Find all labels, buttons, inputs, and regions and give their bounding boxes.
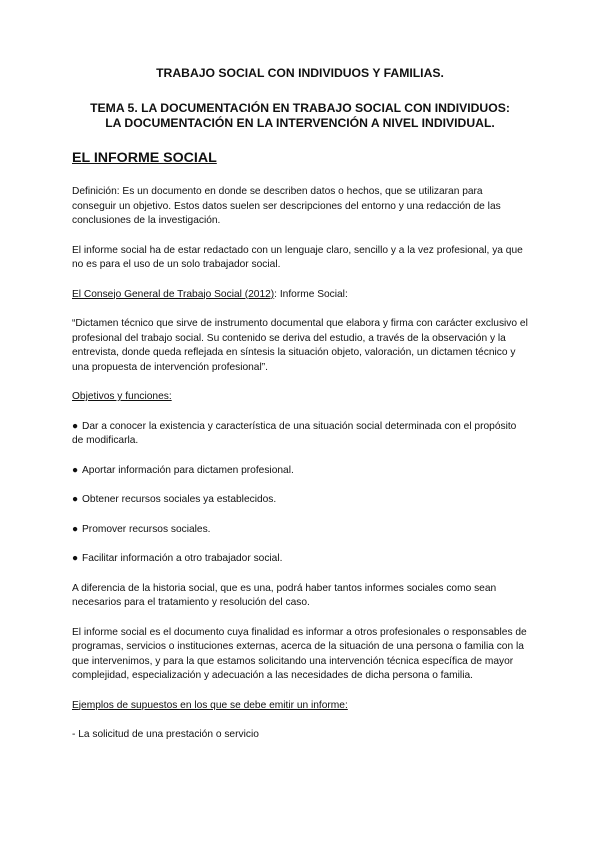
- objetivo-item: [72, 464, 528, 479]
- objetivo-item: [72, 420, 528, 449]
- consejo-suffix: : Informe Social:: [274, 288, 348, 300]
- objetivo-item: [72, 552, 528, 567]
- definicion-paragraph: Definición: Es un documento en donde se describen datos o hechos, que se utilizaran para conseguir un objetivo. Estos datos suelen ser descripciones del entorno y una redacción de las conclusiones de la investigación.: [72, 186, 501, 226]
- tema-title-line-1: TEMA 5. LA DOCUMENTACIÓN EN TRABAJO SOCIAL CON INDIVIDUOS:: [90, 101, 510, 115]
- tema-title: [72, 101, 528, 131]
- redaccion-paragraph: El informe social ha de estar redactado con un lenguaje claro, sencillo y a la vez profesional, ya que no es para el uso de un solo trabajador social.: [72, 244, 523, 270]
- consejo-line: [72, 288, 528, 303]
- page-content: [72, 66, 528, 743]
- bullet-icon: ●: [72, 464, 79, 476]
- cita-paragraph: “Dictamen técnico que sirve de instrumento documental que elabora y firma con carácter exclusivo el profesional del trabajo social. Su contenido se deriva del estudio, a través de la observación y la entrevista, donde queda reflejada en síntesis la situación objeto, valoración, un dictamen técnico y una propuesta de intervención profesional”.: [72, 318, 528, 373]
- diferencia-paragraph: A diferencia de la historia social, que es una, podrá haber tantos informes sociales como sean necesarios para el tratamiento y resolución del caso.: [72, 582, 497, 608]
- ejemplo-item: - La solicitud de una prestación o servicio: [72, 729, 259, 740]
- objetivo-item: [72, 523, 528, 538]
- bullet-icon: ●: [72, 523, 79, 535]
- objetivos-title: Objetivos y funciones:: [72, 391, 172, 402]
- tema-title-line-2: LA DOCUMENTACIÓN EN LA INTERVENCIÓN A NIVEL INDIVIDUAL.: [105, 116, 495, 130]
- objetivo-text: Facilitar información a otro trabajador social.: [82, 553, 283, 564]
- section-title: EL INFORME SOCIAL: [72, 150, 217, 166]
- objetivo-text: Aportar información para dictamen profesional.: [82, 464, 294, 476]
- consejo-source: El Consejo General de Trabajo Social (2012): [72, 288, 275, 300]
- finalidad-paragraph: El informe social es el documento cuya finalidad es informar a otros profesionales o responsables de programas, servicios o instituciones externas, acerca de la situación de una persona o familia con la que intervenimos, y para la que estamos solicitando una intervención técnica específica de mayor complejidad, especialización y adecuación a las necesidades de dicha persona o familia.: [72, 626, 527, 681]
- bullet-icon: ●: [72, 494, 79, 505]
- objetivo-item: [72, 493, 528, 508]
- bullet-icon: ●: [72, 420, 79, 432]
- document-heading: TRABAJO SOCIAL CON INDIVIDUOS Y FAMILIAS.: [156, 66, 444, 80]
- bullet-icon: ●: [72, 553, 79, 564]
- objetivo-text: Obtener recursos sociales ya establecidos.: [82, 494, 277, 505]
- objetivo-text: Dar a conocer la existencia y característica de una situación social determinada con el propósito de modificarla.: [72, 420, 517, 446]
- objetivo-text: Promover recursos sociales.: [82, 523, 211, 535]
- ejemplos-title: Ejemplos de supuestos en los que se debe emitir un informe:: [72, 699, 348, 711]
